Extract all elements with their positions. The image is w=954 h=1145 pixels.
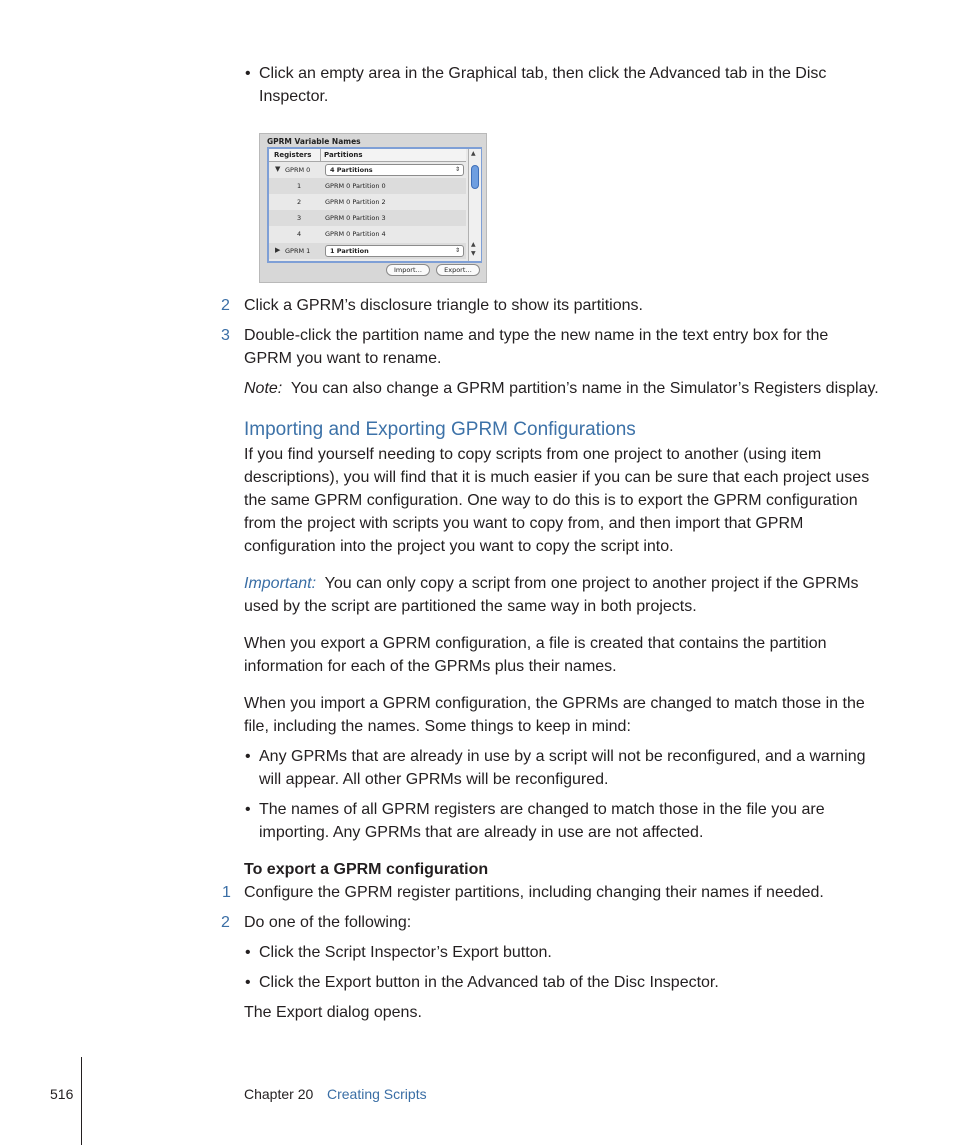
bullet-text: Any GPRMs that are already in use by a script will not be reconfigured, and a warning will appear. All other GPRMs will be reconfigured. [259,748,866,788]
paragraph: When you export a GPRM configuration, a file is created that contains the partition information for each of the GPRMs plus their names. [244,635,827,675]
task-subheading: To export a GPRM configuration [244,861,489,878]
bullet-marker: • [245,65,251,82]
table-row[interactable] [269,178,466,194]
important-label: Important: [244,575,317,592]
register-name: 4 [297,230,302,238]
popup-arrows-icon: ⇕ [454,247,460,254]
step-text: Double-click the partition name and type the new name in the text entry box for the GPRM you want to rename. [244,327,829,367]
step-text: Click a GPRM’s disclosure triangle to show its partitions. [244,297,643,314]
popup-value: 4 Partitions [330,166,373,174]
footer-divider [81,1057,82,1145]
bullet-marker: • [245,748,251,765]
step-text: Configure the GPRM register partitions, including changing their names if needed. [244,884,824,901]
partition-name[interactable]: GPRM 0 Partition 2 [325,198,386,206]
bullet-text: Click the Script Inspector’s Export button. [259,944,552,961]
col-divider [320,149,321,161]
import-button[interactable]: Import… [386,264,430,276]
step-text: Do one of the following: [244,914,412,931]
step-number: 2 [221,914,230,931]
note-label: Note: [244,380,283,397]
partition-name[interactable]: GPRM 0 Partition 4 [325,230,386,238]
bullet-marker: • [245,944,251,961]
panel-title: GPRM Variable Names [267,137,361,146]
register-name: 2 [297,198,302,206]
register-name: GPRM 1 [285,247,311,255]
export-button[interactable]: Export… [436,264,480,276]
table-row[interactable] [269,210,466,226]
important-note [244,572,880,618]
popup-value: 1 Partition [330,247,369,255]
table-row[interactable] [269,162,466,178]
chapter-label: Chapter 20 [244,1086,314,1102]
disclosure-triangle-expanded-icon[interactable]: ▼ [275,165,281,173]
paragraph: If you find yourself needing to copy scripts from one project to another (using item descriptions), you will find that it is much easier if you can be sure that each project uses the same GPRM configuration. One way to do this is to export the GPRM configuration from the project with scripts you want to copy from, and then import that GPRM configuration into the project you want to copy the script into. [244,446,870,555]
step-number: 3 [221,327,230,344]
bullet-text: The names of all GPRM registers are changed to match those in the file you are importing. Any GPRMs that are already in use are not affected. [259,801,825,841]
step-number: 1 [222,884,231,901]
scrollbar-thumb[interactable] [471,165,479,189]
disclosure-triangle-collapsed-icon[interactable]: ▶ [275,246,281,254]
table-row[interactable] [269,243,466,259]
col-partitions[interactable]: Partitions [324,151,363,159]
chapter-title: Creating Scripts [327,1086,427,1102]
bullet-marker: • [245,974,251,991]
important-text: You can only copy a script from one project to another project if the GPRMs used by the script are partitioned the same way in both projects. [244,575,859,615]
bullet-text: Click the Export button in the Advanced tab of the Disc Inspector. [259,974,719,991]
scroll-up-icon[interactable]: ▲ [471,150,476,157]
partition-popup[interactable] [325,164,464,176]
step-number: 2 [221,297,230,314]
popup-arrows-icon: ⇕ [454,166,460,173]
scroll-down-icon[interactable]: ▼ [471,250,476,257]
bullet-marker: • [245,801,251,818]
note [244,377,904,400]
table-header [269,149,466,162]
gprm-variable-names-panel [259,133,487,283]
table-row[interactable] [269,194,466,210]
paragraph: When you import a GPRM configuration, the GPRMs are changed to match those in the file, including the names. Some things to keep in mind: [244,695,865,735]
partition-name[interactable]: GPRM 0 Partition 3 [325,214,386,222]
scroll-up-icon[interactable]: ▲ [471,241,476,248]
register-name: 3 [297,214,302,222]
page-number: 516 [50,1086,74,1102]
table-row[interactable] [269,226,466,242]
intro-bullet-text: Click an empty area in the Graphical tab, then click the Advanced tab in the Disc Inspector. [259,65,827,105]
partition-popup[interactable] [325,245,464,257]
register-name: GPRM 0 [285,166,311,174]
section-heading: Importing and Exporting GPRM Configurations [244,419,636,440]
partition-name[interactable]: GPRM 0 Partition 0 [325,182,386,190]
note-text: You can also change a GPRM partition’s name in the Simulator’s Registers display. [290,380,879,397]
register-name: 1 [297,182,302,190]
closing-text: The Export dialog opens. [244,1004,422,1021]
col-registers[interactable]: Registers [274,151,312,159]
vertical-scrollbar[interactable] [468,149,481,261]
gprm-table [267,147,482,263]
